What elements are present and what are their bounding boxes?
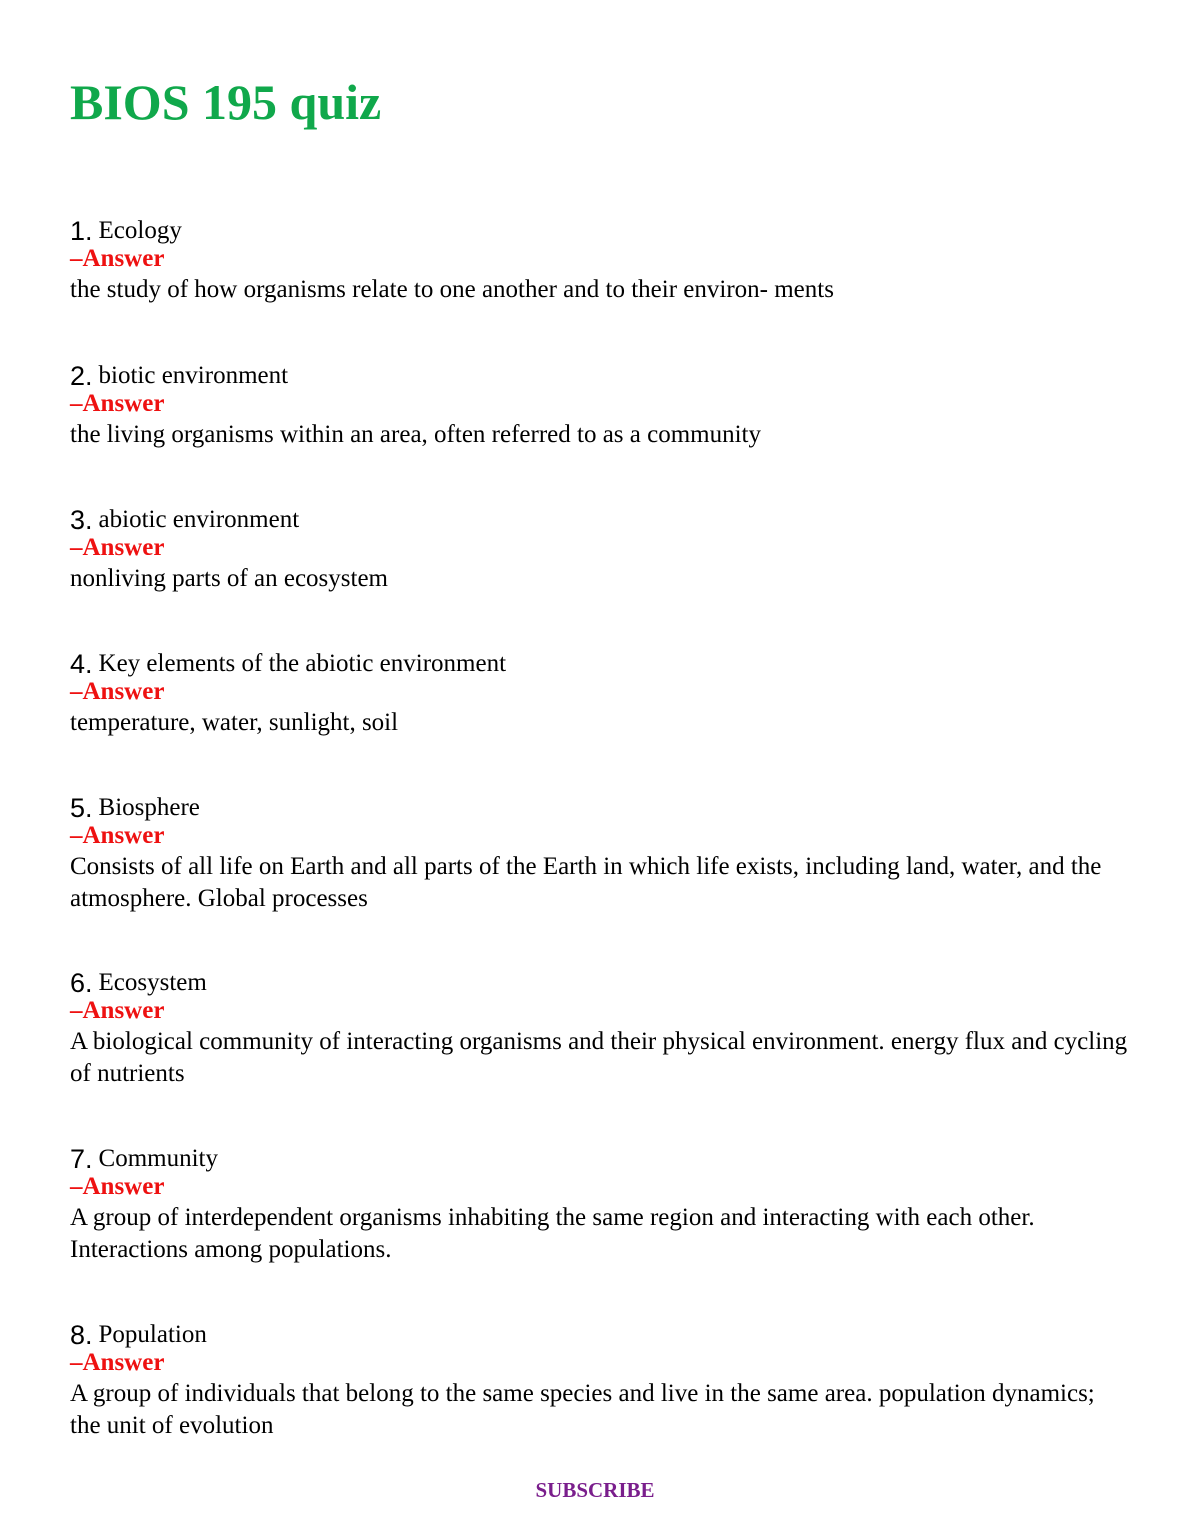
question-item-2 — [70, 357, 1130, 501]
answer-label: –Answer — [70, 1349, 165, 1376]
answer-text: A biological community of interacting organisms and their physical environment. energy flux and cycling of nutrients — [70, 1028, 1128, 1087]
question-number: 4. — [70, 649, 93, 679]
question-term: Key elements of the abiotic environment — [98, 650, 507, 677]
question-line — [70, 1316, 1130, 1350]
answer-label: –Answer — [70, 534, 165, 561]
question-term: Community — [98, 1145, 218, 1172]
question-line — [70, 1140, 1130, 1174]
answer-text: nonliving parts of an ecosystem — [70, 565, 388, 592]
question-term: biotic environment — [98, 362, 289, 389]
answer-label: –Answer — [70, 822, 165, 849]
answer-label: –Answer — [70, 678, 165, 705]
answer-text: A group of individuals that belong to the same species and live in the same area. population dynamics; the unit of evolution — [70, 1380, 1095, 1439]
question-number: 7. — [70, 1144, 93, 1174]
answer-label: –Answer — [70, 997, 165, 1024]
question-item-7 — [70, 1140, 1130, 1316]
answer-label: –Answer — [70, 390, 165, 417]
question-term: Biosphere — [98, 794, 200, 821]
answer-label: –Answer — [70, 1173, 165, 1200]
question-term: abiotic environment — [98, 506, 300, 533]
question-item-4 — [70, 645, 1130, 789]
answer-text: the study of how organisms relate to one another and to their environ- ments — [70, 276, 834, 303]
question-line — [70, 501, 1130, 535]
question-line — [70, 645, 1130, 679]
question-number: 3. — [70, 505, 93, 535]
question-item-6 — [70, 964, 1130, 1140]
question-item-5 — [70, 789, 1130, 964]
answer-text: the living organisms within an area, often referred to as a community — [70, 421, 762, 448]
question-list — [70, 212, 1130, 1446]
question-line — [70, 789, 1130, 823]
question-line — [70, 964, 1130, 998]
question-number: 1. — [70, 216, 93, 246]
question-term: Ecosystem — [98, 969, 207, 996]
question-term: Ecology — [98, 217, 182, 244]
answer-text: Consists of all life on Earth and all parts of the Earth in which life exists, including land, water, and the atmosphere. Global processes — [70, 853, 1102, 912]
question-line — [70, 357, 1130, 391]
subscribe-link[interactable]: SUBSCRIBE — [535, 1478, 655, 1502]
answer-text: temperature, water, sunlight, soil — [70, 709, 399, 736]
question-number: 8. — [70, 1320, 93, 1350]
question-number: 5. — [70, 793, 93, 823]
question-item-1 — [70, 212, 1130, 357]
question-term: Population — [98, 1321, 207, 1348]
question-line — [70, 212, 1130, 246]
answer-text: A group of interdependent organisms inhabiting the same region and interacting with each other. Interactions among populations. — [70, 1204, 1035, 1263]
question-number: 6. — [70, 968, 93, 998]
question-item-8 — [70, 1316, 1130, 1446]
question-number: 2. — [70, 361, 93, 391]
answer-label: –Answer — [70, 245, 165, 272]
page-title: BIOS 195 quiz — [70, 74, 382, 130]
question-item-3 — [70, 501, 1130, 645]
